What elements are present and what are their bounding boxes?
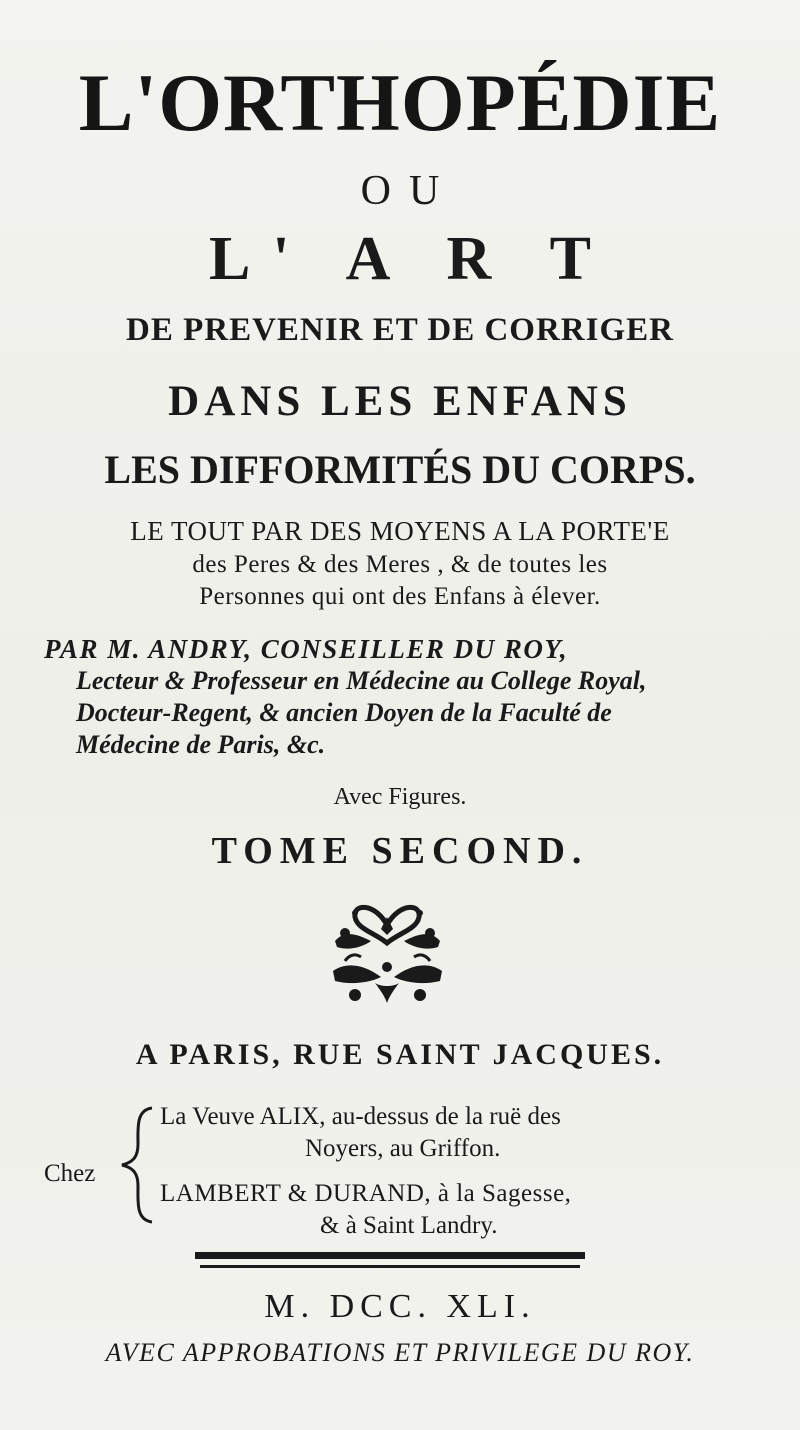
thin-rule — [200, 1265, 580, 1268]
imprint-place: A PARIS, RUE SAINT JACQUES. — [135, 1038, 665, 1071]
author-title-3: Médecine de Paris, &c. — [76, 730, 326, 759]
subtitle-line-personnes: Personnes qui ont des Enfans à élever. — [199, 583, 601, 610]
subtitle-line-difformites: LES DIFFORMITÉS DU CORPS. — [104, 447, 696, 492]
book-title: L'ORTHOPÉDIE — [78, 57, 722, 148]
publisher-1-line-2: Noyers, au Griffon. — [305, 1135, 501, 1162]
subtitle-line-tout: LE TOUT PAR DES MOYENS A LA PORTE'E — [130, 516, 670, 546]
floral-ornament-icon — [325, 895, 450, 1010]
privilege-statement: AVEC APPROBATIONS ET PRIVILEGE DU ROY. — [105, 1338, 695, 1367]
title-connector: OU — [360, 168, 458, 214]
curly-brace-icon — [118, 1104, 158, 1226]
figures-note: Avec Figures. — [333, 784, 467, 810]
subtitle-line-peres: des Peres & des Meres , & de toutes les — [192, 551, 608, 578]
book-subtitle: L' A R T — [208, 225, 614, 293]
author-name: PAR M. ANDRY, CONSEILLER DU ROY, — [44, 634, 569, 664]
imprint-chez: Chez — [44, 1160, 96, 1187]
publisher-2-line-2: & à Saint Landry. — [320, 1212, 498, 1239]
thick-rule — [195, 1252, 585, 1259]
author-title-2: Docteur-Regent, & ancien Doyen de la Faculté de — [76, 698, 612, 727]
subtitle-line-prevenir: DE PREVENIR ET DE CORRIGER — [126, 312, 674, 348]
publisher-2-line-1: LAMBERT & DURAND, à la Sagesse, — [160, 1180, 572, 1207]
publisher-1-line-1: La Veuve ALIX, au-dessus de la ruë des — [160, 1103, 561, 1130]
author-title-1: Lecteur & Professeur en Médecine au College Royal, — [76, 666, 647, 695]
subtitle-line-dans: DANS LES ENFANS — [168, 378, 632, 425]
publication-date: M. DCC. XLI. — [264, 1288, 536, 1325]
volume-label: TOME SECOND. — [211, 830, 589, 872]
